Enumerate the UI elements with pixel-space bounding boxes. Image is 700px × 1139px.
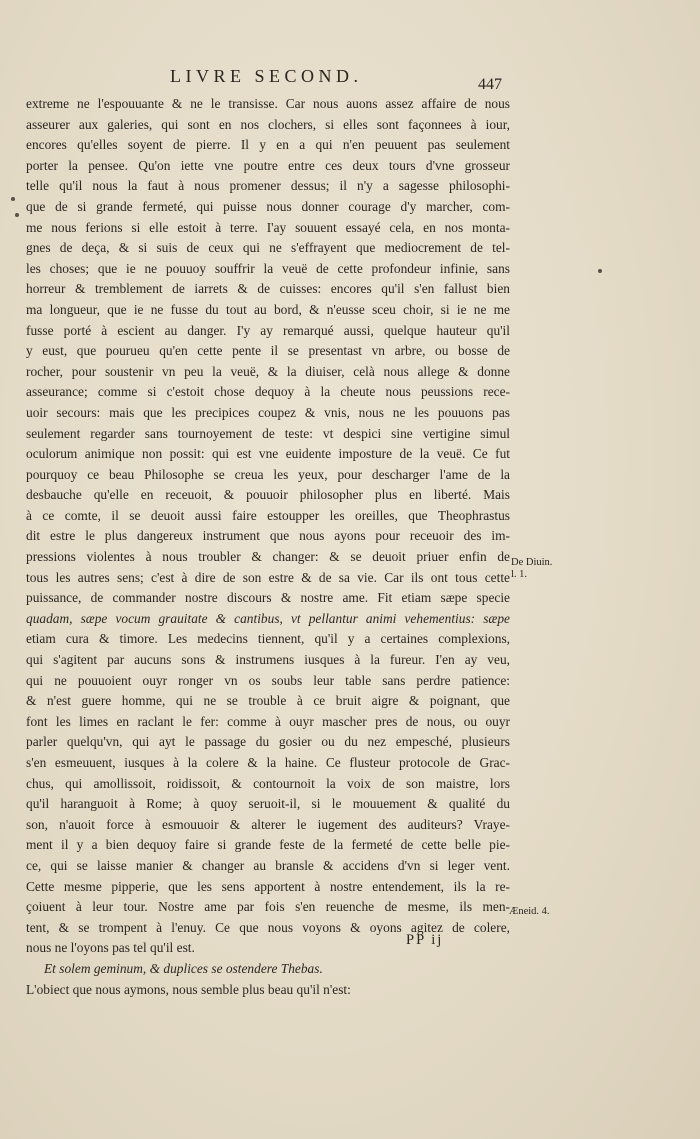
text-line: oculorum animique non possit: qui est vne euidente imposture de la veuë. Ce fut	[26, 446, 510, 462]
text-line: pressions violentes à nous troubler & changer: & se deuoit priuer enfin de	[26, 549, 510, 565]
text-line: parler quelqu'vn, qui ayt le passage du gosier ou du nez empesché, plusieurs	[26, 734, 510, 750]
running-title: LIVRE SECOND.	[170, 66, 363, 86]
text-line: Cette mesme pipperie, que les sens apportent à nostre entendement, ils la re-	[26, 878, 510, 894]
text-line: extreme ne l'espouuante & ne le transisse. Car nous auons assez affaire de nous	[26, 96, 510, 111]
text-line: ment il y a bien dequoy faire si grande feste de la fermeté de cette belle pie-	[26, 837, 510, 853]
text-line: me nous ferions si elle estoit à terre. I'ay souuent essayé cela, en nos monta-	[26, 219, 510, 235]
ink-mark	[15, 213, 19, 217]
text-line: çoiuent à leur tour. Nostre ame par fois s'en reuenche de mesme, ils men-	[26, 899, 510, 915]
text-line: que de si grande fermeté, qui puisse nous donner courage d'y marcher, com-	[26, 198, 510, 214]
text-line: L'obiect que nous aymons, nous semble plus beau qu'il n'est:	[26, 981, 351, 997]
body-text	[26, 94, 510, 1000]
ink-mark	[11, 197, 15, 201]
text-line: telle qu'il nous la faut à nous promener dessus; il n'y a sagesse philosophi-	[26, 178, 510, 194]
text-line: seulement regarder sans tournoyement de teste: vt despici sine vertigine simul	[26, 425, 510, 441]
text-line: ce, qui se laisse manier & changer au bransle & accidens d'vn si leger vent.	[26, 857, 510, 873]
text-line: quadam, sæpe vocum grauitate & cantibus, vt pellantur animi vehementius: sæpe	[26, 610, 510, 626]
text-line: qu'il haranguoit à Rome; à quoy seruoit-il, si le mouuement & qualité du	[26, 796, 510, 812]
text-line: tous les autres sens; c'est à dire de son estre & de sa vie. Car ils ont tous cette	[26, 569, 510, 585]
text-line: gnes de deça, & si suis de ceux qui ne s'effrayent que mediocrement de tel-	[26, 240, 510, 256]
text-line: horreur & tremblement de iarrets & de cuisses: encores qu'il s'en fallust bien	[26, 281, 510, 297]
running-head	[160, 66, 520, 93]
text-line: ma longueur, que ie ne fusse du tout au bord, & n'eusse sceu choir, si ie ne me	[26, 301, 510, 317]
text-line: chus, qui amollissoit, roidissoit, & contournoit la voix de son maistre, lors	[26, 775, 510, 791]
text-line: uoir secours: mais que les precipices coupez & vnis, nous ne les pouuons pas	[26, 404, 510, 420]
text-line: qui s'agitent par aucuns sons & instrumens iusques à la fureur. I'en ay veu,	[26, 652, 510, 668]
margin-note-aeneid: Æneid. 4.	[509, 906, 550, 917]
text-line: asseurance; comme si c'estoit chose dequoy à la cheute nous peussions rece-	[26, 384, 510, 400]
text-line: à ce comte, il se deuoit aussi faire estoupper les oreilles, que Theophrastus	[26, 507, 510, 523]
text-line: rocher, pour soustenir vn peu la veuë, & la diuiser, celà nous allege & donne	[26, 363, 510, 379]
text-line: nous ne l'oyons pas tel qu'il est.	[26, 940, 195, 956]
margin-note-de-diuin: De Diuin. l. 1.	[511, 557, 553, 580]
text-line: font les limes en raclant le fer: comme à ouyr mascher pres de nous, ou ouyr	[26, 713, 510, 729]
text-line: y eust, que pourueu qu'en cette pente il se presentast vn arbre, ou bosse de	[26, 343, 510, 359]
text-line: dit estre le plus dangereux instrument que nous ayons pour receuoir des im-	[26, 528, 510, 544]
ink-mark	[598, 269, 602, 273]
text-line: Et solem geminum, & duplices se ostendere Thebas.	[44, 960, 323, 976]
text-line: porter la pensee. Qu'on iette vne poutre entre ces deux tours d'vne grosseur	[26, 157, 510, 173]
text-line: pourquoy ce beau Philosophe se creua les yeux, pour descharger l'ame de la	[26, 466, 510, 482]
page-number: 447	[478, 76, 502, 93]
text-line: tent, & se trompent à l'enuy. Ce que nous voyons & oyons agitez de colere,	[26, 919, 510, 935]
text-line: les choses; que ie ne pouuoy souffrir la veuë de cette profondeur infinie, sans	[26, 260, 510, 276]
text-line: s'en esmeuuent, iusques à la colere & la haine. Ce flusteur protocole de Grac-	[26, 755, 510, 770]
text-line: desbauche qu'elle en receuoit, & pouuoir philosopher plus en liberté. Mais	[26, 487, 510, 503]
text-line: etiam cura & timore. Les medecins tiennent, qu'il y a certaines complexions,	[26, 631, 510, 647]
text-line: encores qu'elles soyent de pierre. Il y en a qui n'en peuuent pas seulement	[26, 137, 510, 153]
text-line: & n'est guere homme, qui ne se trouble à ce bruit aigre & poignant, que	[26, 693, 510, 709]
text-line: son, n'auoit force à esmouuoir & alterer le iugement des auditeurs? Vraye-	[26, 816, 510, 832]
text-line: fusse porté à escient au danger. I'y ay remarqué aussi, quelque hauteur qu'il	[26, 322, 510, 338]
text-line: qui ne pouuoient ouyr ronger vn os soubs leur table sans perdre patience:	[26, 672, 510, 688]
text-line: asseurer aux galeries, qui sont en nos clochers, si elles sont façonnees à iour,	[26, 116, 510, 132]
signature-mark: PP ij	[406, 932, 444, 948]
text-line: puissance, de commander nostre discours & nostre ame. Fit etiam sæpe specie	[26, 590, 510, 606]
